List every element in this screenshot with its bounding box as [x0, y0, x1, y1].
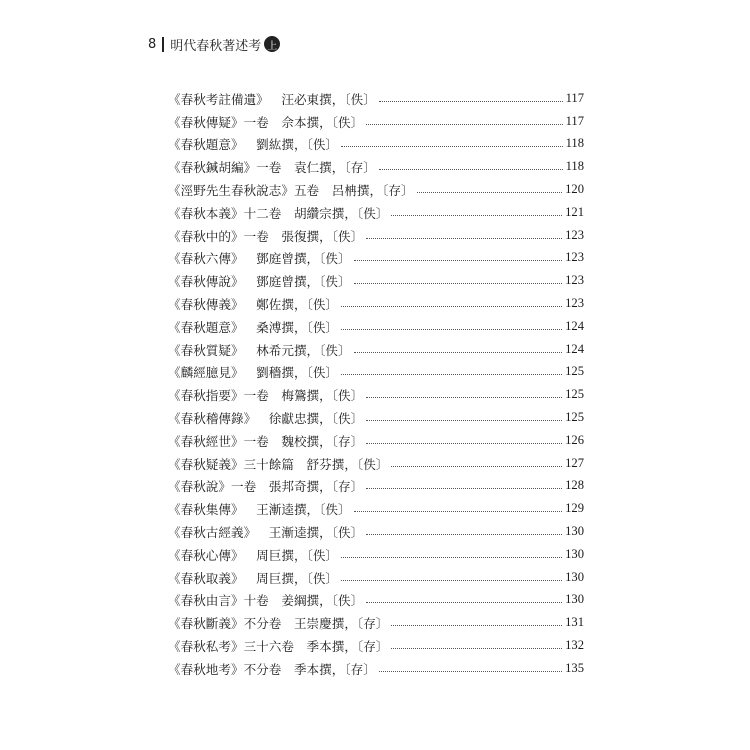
dot-leader	[354, 352, 563, 353]
toc-entry	[168, 247, 584, 270]
toc-entry	[168, 657, 584, 680]
toc-entry	[168, 475, 584, 498]
toc-entry	[168, 269, 584, 292]
entry-author: 佘本撰，〔佚〕	[268, 114, 364, 130]
entry-page-number: 118	[565, 159, 584, 174]
entry-page-number: 135	[565, 660, 584, 675]
entry-title: 《涇野先生春秋說志》五卷	[168, 183, 320, 199]
dot-leader	[354, 283, 563, 284]
toc-entry	[168, 520, 584, 543]
toc-entry	[168, 406, 584, 429]
toc-entry	[168, 543, 584, 566]
entry-page-number: 118	[565, 136, 584, 151]
entry-author: 劉穡撰，〔佚〕	[243, 365, 339, 381]
toc-entry	[168, 338, 584, 361]
entry-author: 鄧庭曾撰，〔佚〕	[243, 274, 351, 290]
entry-author: 周巨撰，〔佚〕	[243, 570, 339, 586]
entry-page-number: 127	[565, 455, 584, 470]
toc-entry	[168, 566, 584, 589]
dot-leader	[354, 511, 563, 512]
entry-page-number: 120	[565, 182, 584, 197]
entry-title: 《春秋疑義》三十餘篇	[168, 456, 294, 472]
entry-page-number: 130	[565, 569, 584, 584]
entry-page-number: 124	[565, 318, 584, 333]
dot-leader	[341, 146, 563, 147]
entry-author: 季本撰，〔存〕	[293, 639, 389, 655]
dot-leader	[366, 420, 562, 421]
entry-title: 《春秋斷義》不分卷	[168, 616, 282, 632]
entry-title: 《春秋稽傳錄》	[168, 411, 257, 427]
entry-author: 桑溥撰，〔佚〕	[243, 319, 339, 335]
toc-entry	[168, 634, 584, 657]
entry-title: 《春秋本義》十二卷	[168, 205, 282, 221]
entry-title: 《春秋題意》	[168, 319, 244, 335]
entry-title: 《春秋考註備遺》	[168, 91, 269, 107]
entry-title: 《春秋經世》一卷	[168, 433, 269, 449]
dot-leader	[366, 397, 562, 398]
toc-entry	[168, 110, 584, 133]
entry-author: 王崇慶撰，〔存〕	[281, 616, 389, 632]
entry-page-number: 125	[565, 364, 584, 379]
entry-page-number: 121	[565, 204, 584, 219]
dot-leader	[341, 329, 562, 330]
dot-leader	[341, 557, 562, 558]
running-header	[148, 34, 280, 54]
entry-title: 《春秋傳說》	[168, 274, 244, 290]
dot-leader	[366, 124, 562, 125]
entry-title: 《麟經臆見》	[168, 365, 244, 381]
entry-author: 胡纘宗撰，〔佚〕	[281, 205, 389, 221]
entry-author: 舒芬撰，〔佚〕	[293, 456, 389, 472]
dot-leader	[391, 648, 562, 649]
entry-title: 《春秋私考》三十六卷	[168, 639, 294, 655]
toc-entry	[168, 201, 584, 224]
dot-leader	[391, 625, 562, 626]
dot-leader	[366, 443, 562, 444]
entry-page-number: 123	[565, 250, 584, 265]
entry-author: 季本撰，〔存〕	[281, 661, 376, 677]
dot-leader	[391, 466, 562, 467]
toc-entry	[168, 452, 584, 475]
entry-author: 梅鷟撰，〔佚〕	[268, 388, 364, 404]
entry-author: 王漸逵撰，〔佚〕	[256, 525, 364, 541]
entry-page-number: 124	[565, 341, 584, 356]
dot-leader	[379, 101, 563, 102]
entry-page-number: 131	[565, 615, 584, 630]
entry-page-number: 132	[565, 638, 584, 653]
dot-leader	[366, 602, 562, 603]
entry-page-number: 117	[565, 113, 584, 128]
entry-page-number: 130	[565, 524, 584, 539]
entry-title: 《春秋質疑》	[168, 342, 244, 358]
entry-page-number: 130	[565, 546, 584, 561]
entry-title: 《春秋鍼胡編》一卷	[168, 160, 282, 176]
dot-leader	[391, 215, 562, 216]
dot-leader	[417, 192, 563, 193]
table-of-contents	[168, 87, 584, 680]
toc-entry	[168, 361, 584, 384]
entry-author: 鄧庭曾撰，〔佚〕	[243, 251, 351, 267]
entry-page-number: 117	[565, 90, 584, 105]
book-title: 明代春秋著述考	[170, 38, 262, 54]
toc-entry	[168, 589, 584, 612]
dot-leader	[341, 306, 562, 307]
entry-title: 《春秋題意》	[168, 137, 244, 153]
entry-title: 《春秋集傳》	[168, 502, 244, 518]
header-divider	[162, 37, 164, 52]
toc-entry	[168, 155, 584, 178]
entry-page-number: 130	[565, 592, 584, 607]
entry-author: 呂柟撰，〔存〕	[319, 183, 414, 199]
entry-title: 《春秋傳義》	[168, 297, 244, 313]
entry-author: 姜綱撰，〔佚〕	[268, 593, 364, 609]
dot-leader	[366, 238, 562, 239]
toc-entry	[168, 315, 584, 338]
dot-leader	[354, 260, 563, 261]
entry-author: 袁仁撰，〔存〕	[281, 160, 376, 176]
dot-leader	[379, 671, 562, 672]
entry-author: 張復撰，〔佚〕	[268, 228, 364, 244]
toc-entry	[168, 429, 584, 452]
entry-title: 《春秋指要》一卷	[168, 388, 269, 404]
entry-title: 《春秋傳疑》一卷	[168, 114, 269, 130]
entry-page-number: 123	[565, 296, 584, 311]
entry-author: 徐獻忠撰，〔佚〕	[256, 411, 364, 427]
entry-author: 鄭佐撰，〔佚〕	[243, 297, 339, 313]
entry-title: 《春秋說》一卷	[168, 479, 257, 495]
toc-entry	[168, 87, 584, 110]
entry-page-number: 123	[565, 273, 584, 288]
page-number: 8	[148, 36, 157, 52]
dot-leader	[341, 374, 562, 375]
entry-page-number: 128	[565, 478, 584, 493]
volume-badge: 上	[264, 36, 280, 52]
entry-title: 《春秋六傳》	[168, 251, 244, 267]
entry-page-number: 129	[565, 501, 584, 516]
dot-leader	[366, 534, 562, 535]
entry-author: 周巨撰，〔佚〕	[243, 547, 339, 563]
toc-entry	[168, 224, 584, 247]
dot-leader	[379, 169, 563, 170]
entry-title: 《春秋心傳》	[168, 547, 244, 563]
entry-author: 劉紘撰，〔佚〕	[243, 137, 339, 153]
entry-author: 王漸逵撰，〔佚〕	[243, 502, 351, 518]
toc-entry	[168, 178, 584, 201]
toc-entry	[168, 383, 584, 406]
entry-page-number: 125	[565, 387, 584, 402]
entry-title: 《春秋中的》一卷	[168, 228, 269, 244]
entry-title: 《春秋由言》十卷	[168, 593, 269, 609]
dot-leader	[341, 580, 562, 581]
entry-title: 《春秋地考》不分卷	[168, 661, 282, 677]
toc-entry	[168, 497, 584, 520]
entry-page-number: 126	[565, 432, 584, 447]
toc-entry	[168, 292, 584, 315]
toc-entry	[168, 133, 584, 156]
entry-author: 張邦奇撰，〔存〕	[256, 479, 364, 495]
entry-title: 《春秋取義》	[168, 570, 244, 586]
entry-title: 《春秋古經義》	[168, 525, 257, 541]
dot-leader	[366, 488, 562, 489]
entry-author: 林希元撰，〔佚〕	[243, 342, 351, 358]
entry-author: 汪必東撰，〔佚〕	[268, 91, 376, 107]
entry-author: 魏校撰，〔存〕	[268, 433, 364, 449]
entry-page-number: 123	[565, 227, 584, 242]
toc-entry	[168, 611, 584, 634]
entry-page-number: 125	[565, 410, 584, 425]
